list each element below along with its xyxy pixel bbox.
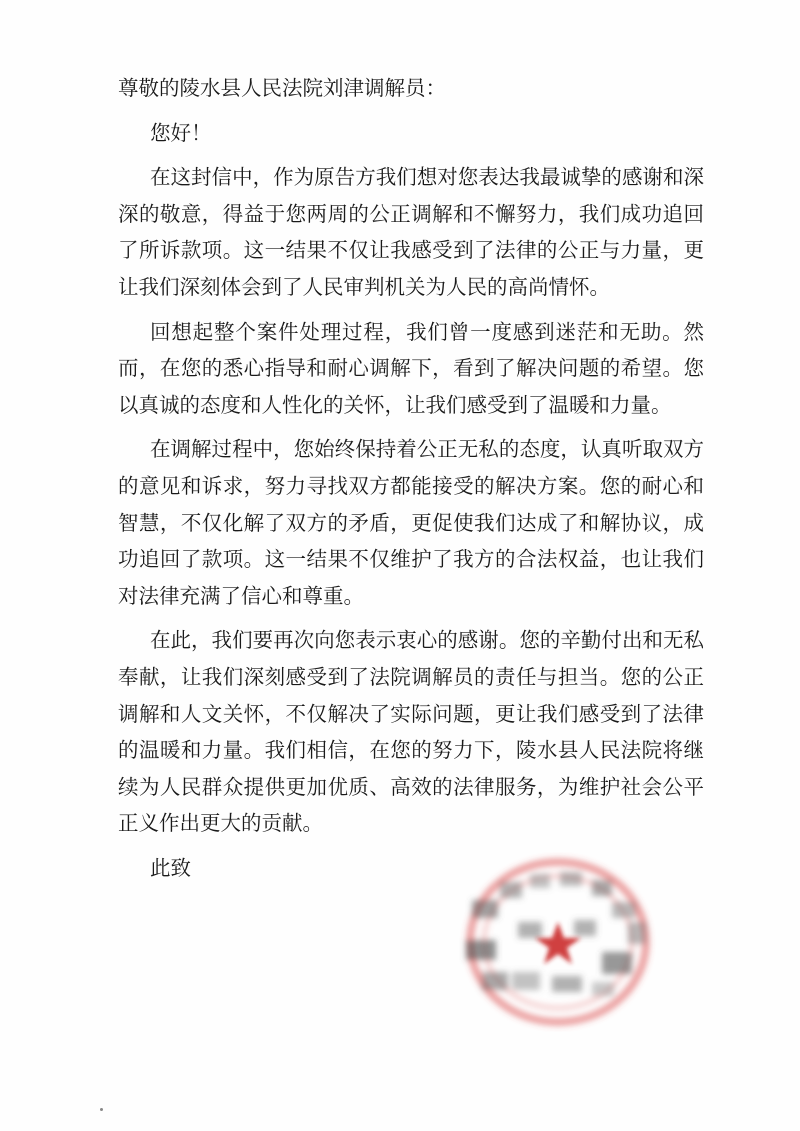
letter-body bbox=[118, 70, 704, 886]
letter-paragraph-2: 回想起整个案件处理过程，我们曾一度感到迷茫和无助。然而，在您的悉心指导和耐心调解下，看到了解决问题的希望。您以真诚的态度和人性化的关怀，让我们感受到了温暖和力量。 bbox=[118, 319, 704, 417]
letter-closing: 此致 bbox=[150, 855, 191, 880]
letter-greeting: 您好！ bbox=[150, 120, 212, 145]
scan-dot bbox=[100, 1108, 103, 1111]
blurred-seal-icon bbox=[452, 852, 662, 1032]
letter-salutation: 尊敬的陵水县人民法院刘津调解员： bbox=[118, 76, 446, 100]
letter-paragraph-1: 在这封信中，作为原告方我们想对您表达我最诚挚的感谢和深深的敬意，得益于您两周的公正调解和不懈努力，我们成功追回了所诉款项。这一结果不仅让我感受到了法律的公正与力量，更让我们深刻体会到了人民审判机关为人民的高尚情怀。 bbox=[118, 165, 704, 299]
letter-paragraph-4: 在此，我们要再次向您表示衷心的感谢。您的辛勤付出和无私奉献，让我们深刻感受到了法院调解员的责任与担当。您的公正调解和人文关怀，不仅解决了实际问题，更让我们感受到了法律的温暖和力量。我们相信，在您的努力下，陵水县人民法院将继续为人民群众提供更加优质、高效的法律服务，为维护社会公平正义作出更大的贡献。 bbox=[118, 628, 704, 836]
letter-paragraph-3: 在调解过程中，您始终保持着公正无私的态度，认真听取双方的意见和诉求，努力寻找双方都能接受的解决方案。您的耐心和智慧，不仅化解了双方的矛盾，更促使我们达成了和解协议，成功追回了款项。这一结果不仅维护了我方的合法权益，也让我们对法律充满了信心和尊重。 bbox=[118, 437, 704, 608]
